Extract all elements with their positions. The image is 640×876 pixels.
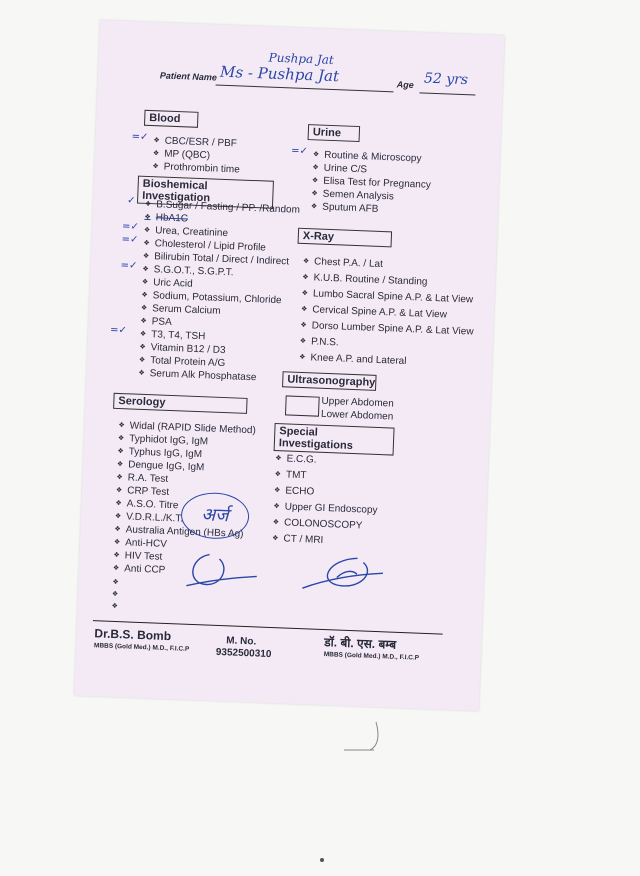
list-item: ❖ Lumbo Sacral Spine A.P. & Lat View [301,286,475,309]
doctor-qualification: MBBS (Gold Med.) M.D., F.I.C.P [93,642,190,653]
list-item: ❖ ECHO [274,483,379,503]
check-mark-icon: =✓ [131,131,149,143]
list-item: ❖ Routine & Microscopy [313,148,432,166]
list-item: ❖ K.U.B. Routine / Standing [302,270,476,293]
signature-right-icon [296,548,388,601]
usg-upper: Upper Abdomen [321,395,394,410]
xray-list [299,254,476,373]
list-item: ❖ CRP Test [116,484,254,502]
list-item: ❖ E.C.G. [275,451,380,471]
signature-left-icon [178,543,260,596]
dust-speck [320,858,324,862]
prescription-sheet [74,20,505,711]
check-mark-icon: ✓ [126,195,136,207]
list-item: ❖ Knee A.P. and Lateral [299,350,473,373]
urine-heading: Urine [308,124,361,142]
blank-bullets: ❖ ❖ ❖ [111,578,119,611]
check-mark-icon: =✓ [290,145,309,158]
blood-heading: Blood [144,110,199,128]
list-item: ❖ Cholesterol / Lipid Profile [143,237,298,256]
list-item: ❖ Vitamin B12 / D3 [139,341,294,360]
list-item: ❖ Total Protein A/G [139,354,294,373]
list-item: ❖ Dorso Lumber Spine A.P. & Lat View [300,318,474,341]
list-item: ❖ V.D.R.L./K.T. [115,510,253,528]
patient-name-label: Patient Name [159,70,218,83]
list-item: ❖ Widal (RAPID Slide Method) [118,419,256,437]
doctor-name: Dr.B.S. Bomb [94,626,172,644]
pen-mark-icon [340,716,390,756]
list-item: ❖ CT / MRI [272,531,377,551]
list-item: ❖ Elisa Test for Pregnancy [312,174,431,192]
patient-name-line [216,84,394,92]
usg-heading: Ultrasonography [282,371,377,391]
age-value: 52 yrs [423,70,469,89]
list-item: ❖ Uric Acid [142,276,297,295]
blood-list [152,134,241,176]
check-mark-icon: =✓ [109,324,128,337]
mno-label: M. No. [226,635,257,648]
list-item: ❖ Chest P.A. / Lat [303,254,477,277]
list-item: ❖ R.A. Test [116,471,254,489]
list-item: ❖ Typhus IgG, IgM [117,445,255,463]
mno-value: 9352500310 [215,646,272,661]
doctor-name-hindi: डॉ. बी. एस. बम्ब [324,635,397,652]
list-item: ❖ HIV Test [113,549,251,567]
check-mark-icon: =✓ [121,221,140,233]
check-mark-icon: =✓ [120,259,138,272]
list-item: ❖ Serum Calcium [141,302,296,321]
list-item: ❖ Dengue IgG, IgM [117,458,255,476]
special-heading: Special Investigations [274,423,395,456]
check-mark-icon: =✓ [121,233,139,246]
list-item: ❖ HbA1C [144,211,299,230]
usg-checkbox [285,395,320,416]
list-item: ❖ P.N.S. [299,334,473,357]
stamp-text: अर्ज [201,504,230,527]
age-line [419,92,475,95]
usg-lower: Lower Abdomen [320,408,394,423]
biochem-heading: Bioshemical Investigation [137,176,274,209]
list-item: ❖ Bilirubin Total / Direct / Indirect [143,250,298,269]
list-item: ❖ A.S.O. Titre [115,497,253,515]
list-item: ❖ Cervical Spine A.P. & Lat View [301,302,475,325]
list-item: ❖ Sodium, Potassium, Chloride [141,289,296,308]
patient-name-value: Ms - Pushpa Jat [219,62,340,86]
list-item: ❖ B.Sugar / Fasting / PP. /Random [145,198,300,217]
patient-name-annotation: Pushpa Jat [268,50,335,67]
list-item: ❖ Urea, Creatinine [144,224,299,243]
age-label: Age [396,79,414,91]
list-item: ❖ TMT [274,467,379,487]
list-item: ❖ Prothrombin time [152,160,240,176]
list-item: ❖ Sputum AFB [311,200,430,218]
list-item: ❖ COLONOSCOPY [273,515,378,535]
list-item: ❖ Serum Alk Phosphatase [138,367,293,386]
list-item: ❖ Anti CCP [113,562,251,580]
serology-heading: Serology [113,393,248,414]
xray-heading: X-Ray [298,228,393,248]
list-item: ❖ T3, T4, TSH [140,328,295,347]
list-item: ❖ Urine C/S [312,161,431,179]
special-list [272,451,380,551]
list-item: ❖ Anti-HCV [114,536,252,554]
list-item: ❖ MP (QBC) [153,147,241,163]
biochem-list [138,198,300,386]
list-item: ❖ Typhidot IgG, IgM [118,432,256,450]
list-item: ❖ S.G.O.T., S.G.P.T. [142,263,297,282]
doctor-qualification-right: MBBS (Gold Med.) M.D., F.I.C.P [323,651,420,662]
list-item: ❖ CBC/ESR / PBF [153,134,241,150]
list-item: ❖ Semen Analysis [311,187,430,205]
list-item: ❖ Upper GI Endoscopy [273,499,378,519]
list-item: ❖ Australia Antigen (HBs Ag) [114,523,252,541]
list-item: ❖ PSA [140,315,295,334]
urine-list [311,148,432,218]
